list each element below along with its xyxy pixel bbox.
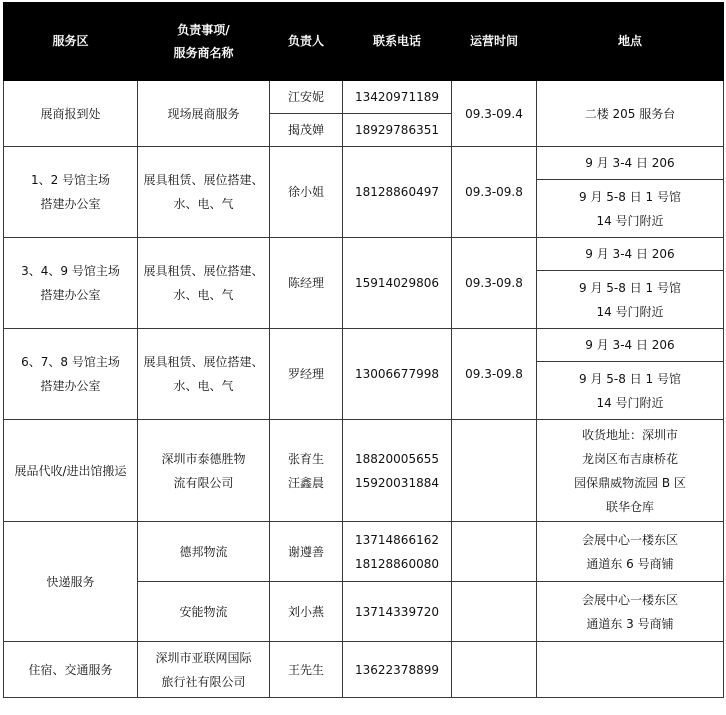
cell-location: 9 月 5-8 日 1 号馆 14 号门附近 <box>537 180 724 238</box>
table-header <box>4 3 724 81</box>
header-phone: 联系电话 <box>343 3 452 81</box>
cell-hours <box>452 420 537 522</box>
table-body <box>4 81 724 698</box>
cell-phone: 13714339720 <box>343 582 452 642</box>
cell-phone: 13622378899 <box>343 642 452 698</box>
table-row <box>4 329 724 362</box>
cell-hours <box>452 642 537 698</box>
header-row <box>4 3 724 81</box>
table-row <box>4 238 724 271</box>
cell-hours <box>452 522 537 582</box>
cell-location: 9 月 5-8 日 1 号馆 14 号门附近 <box>537 271 724 329</box>
cell-hours: 09.3-09.8 <box>452 147 537 238</box>
cell-person: 王先生 <box>270 642 343 698</box>
cell-phone: 18128860497 <box>343 147 452 238</box>
cell-location: 9 月 3-4 日 206 <box>537 329 724 362</box>
cell-item: 深圳市亚联网国际 旅行社有限公司 <box>138 642 270 698</box>
cell-person: 徐小姐 <box>270 147 343 238</box>
cell-item: 展具租赁、展位搭建、 水、电、气 <box>138 329 270 420</box>
cell-location: 二楼 205 服务台 <box>537 81 724 147</box>
header-area: 服务区 <box>4 3 138 81</box>
table-row <box>4 420 724 522</box>
cell-location: 9 月 3-4 日 206 <box>537 147 724 180</box>
cell-phone: 13006677998 <box>343 329 452 420</box>
cell-item: 安能物流 <box>138 582 270 642</box>
cell-item: 展具租赁、展位搭建、 水、电、气 <box>138 238 270 329</box>
cell-phone: 13420971189 <box>343 81 452 114</box>
cell-location: 会展中心一楼东区 通道东 3 号商铺 <box>537 582 724 642</box>
header-item: 负责事项/ 服务商名称 <box>138 3 270 81</box>
cell-area: 住宿、交通服务 <box>4 642 138 698</box>
table-row <box>4 642 724 698</box>
cell-hours <box>452 582 537 642</box>
cell-hours: 09.3-09.4 <box>452 81 537 147</box>
cell-location: 9 月 3-4 日 206 <box>537 238 724 271</box>
cell-area: 3、4、9 号馆主场 搭建办公室 <box>4 238 138 329</box>
header-location: 地点 <box>537 3 724 81</box>
cell-area: 展品代收/进出馆搬运 <box>4 420 138 522</box>
cell-location <box>537 642 724 698</box>
cell-person: 陈经理 <box>270 238 343 329</box>
cell-area: 6、7、8 号馆主场 搭建办公室 <box>4 329 138 420</box>
header-person: 负责人 <box>270 3 343 81</box>
cell-phone: 18820005655 15920031884 <box>343 420 452 522</box>
cell-phone: 18929786351 <box>343 114 452 147</box>
cell-person: 刘小燕 <box>270 582 343 642</box>
cell-item: 德邦物流 <box>138 522 270 582</box>
cell-location: 会展中心一楼东区 通道东 6 号商铺 <box>537 522 724 582</box>
cell-hours: 09.3-09.8 <box>452 238 537 329</box>
cell-person: 揭茂婵 <box>270 114 343 147</box>
cell-location: 9 月 5-8 日 1 号馆 14 号门附近 <box>537 362 724 420</box>
service-table <box>3 2 724 698</box>
cell-person: 江安妮 <box>270 81 343 114</box>
table-row <box>4 147 724 180</box>
cell-phone: 15914029806 <box>343 238 452 329</box>
cell-hours: 09.3-09.8 <box>452 329 537 420</box>
service-table-container <box>3 2 724 698</box>
cell-item: 现场展商服务 <box>138 81 270 147</box>
cell-area: 快递服务 <box>4 522 138 642</box>
cell-area: 1、2 号馆主场 搭建办公室 <box>4 147 138 238</box>
table-row <box>4 522 724 582</box>
cell-location: 收货地址：深圳市 龙岗区布吉康桥花 园保鼎威物流园 B 区 联华仓库 <box>537 420 724 522</box>
cell-phone: 13714866162 18128860080 <box>343 522 452 582</box>
cell-person: 张育生 汪鑫晨 <box>270 420 343 522</box>
cell-area: 展商报到处 <box>4 81 138 147</box>
header-hours: 运营时间 <box>452 3 537 81</box>
cell-person: 罗经理 <box>270 329 343 420</box>
cell-item: 展具租赁、展位搭建、 水、电、气 <box>138 147 270 238</box>
table-row <box>4 81 724 114</box>
cell-person: 谢遵善 <box>270 522 343 582</box>
cell-item: 深圳市泰德胜物 流有限公司 <box>138 420 270 522</box>
